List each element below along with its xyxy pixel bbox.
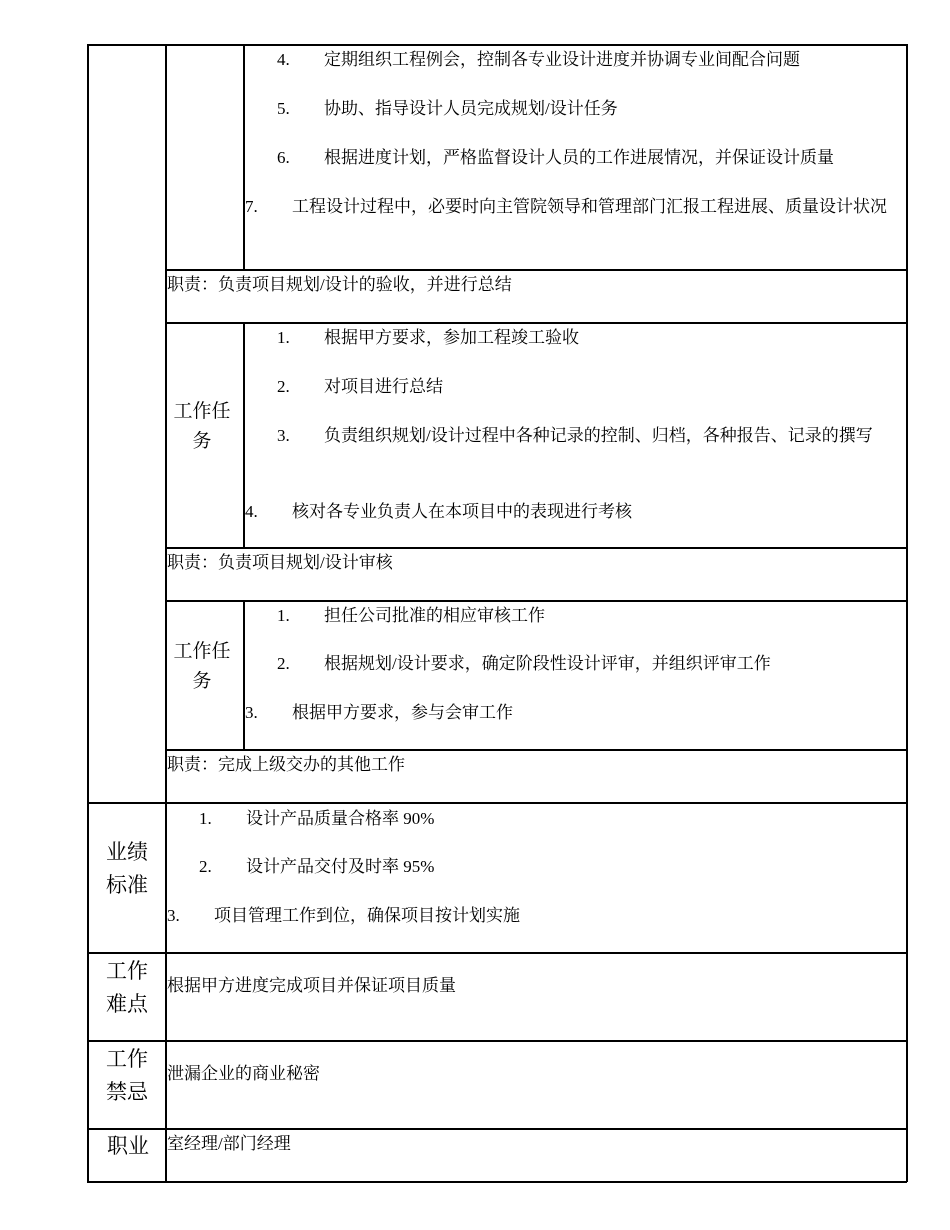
list-item: 2. 设计产品交付及时率 95% <box>199 857 435 876</box>
duty-text: 职责：负责项目规划/设计的验收，并进行总结 <box>167 275 512 294</box>
difficulty-text: 根据甲方进度完成项目并保证项目质量 <box>167 976 456 995</box>
list-item: 1. 根据甲方要求，参加工程竣工验收 <box>277 328 579 347</box>
list-item: 4. 核对各专业负责人在本项目中的表现进行考核 <box>245 502 632 521</box>
list-item: 4. 定期组织工程例会，控制各专业设计进度并协调专业间配合问题 <box>277 50 800 69</box>
row-line <box>165 322 907 324</box>
row-line <box>165 547 907 549</box>
row-line <box>87 802 907 804</box>
duty-text: 职责：完成上级交办的其他工作 <box>167 755 405 774</box>
difficulty-label: 工作难点 <box>106 959 148 1016</box>
list-item: 6. 根据进度计划，严格监督设计人员的工作进展情况，并保证设计质量 <box>277 148 834 167</box>
row-line <box>87 952 907 954</box>
sub-divider-1 <box>243 44 245 270</box>
career-label: 职业 <box>107 1134 149 1158</box>
list-item: 1. 设计产品质量合格率 90% <box>199 809 435 828</box>
work-task-label: 工作任务 <box>173 641 231 692</box>
table-border-right <box>906 44 908 1182</box>
list-item: 2. 根据规划/设计要求，确定阶段性设计评审，并组织评审工作 <box>277 654 771 673</box>
list-item: 3. 项目管理工作到位，确保项目按计划实施 <box>167 906 520 925</box>
table-border-left <box>87 44 89 1182</box>
row-line <box>87 1128 907 1130</box>
row-line <box>87 1040 907 1042</box>
list-item: 5. 协助、指导设计人员完成规划/设计任务 <box>277 99 618 118</box>
table-border-bottom <box>87 1181 907 1183</box>
career-text: 室经理/部门经理 <box>167 1134 291 1153</box>
performance-label: 业绩标准 <box>106 840 148 897</box>
row-line <box>165 269 907 271</box>
column-divider <box>165 44 167 1182</box>
list-item: 3. 负责组织规划/设计过程中各种记录的控制、归档，各种报告、记录的撰写 <box>277 426 873 445</box>
list-item: 3. 根据甲方要求，参与会审工作 <box>245 703 513 722</box>
list-item: 7. 工程设计过程中，必要时向主管院领导和管理部门汇报工程进展、质量设计状况 <box>245 197 887 216</box>
work-task-label: 工作任务 <box>173 401 231 452</box>
row-line <box>165 600 907 602</box>
table-border-top <box>87 44 907 46</box>
duty-text: 职责：负责项目规划/设计审核 <box>167 553 393 572</box>
sub-divider-3 <box>243 600 245 750</box>
list-item: 1. 担任公司批准的相应审核工作 <box>277 606 545 625</box>
list-item: 2. 对项目进行总结 <box>277 377 443 396</box>
row-line <box>165 749 907 751</box>
taboo-label: 工作禁忌 <box>106 1047 148 1104</box>
taboo-text: 泄漏企业的商业秘密 <box>167 1064 320 1083</box>
